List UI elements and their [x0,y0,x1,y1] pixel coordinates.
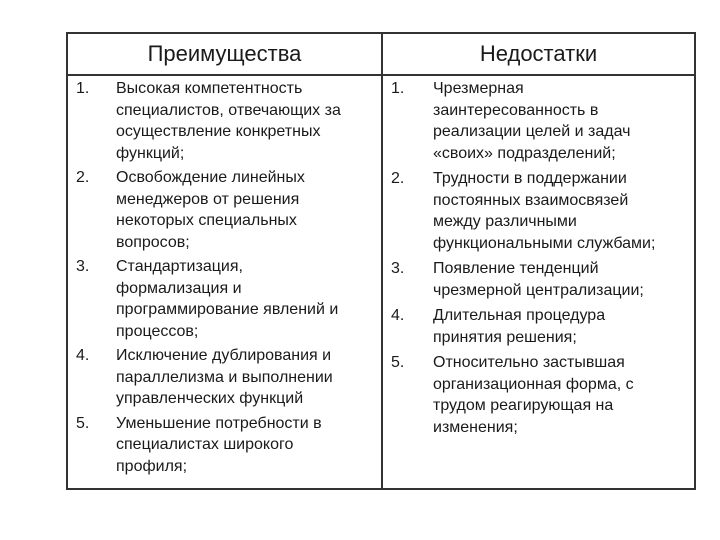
list-item-number: 4. [76,347,90,364]
text-line: вопросов; [116,233,190,251]
advantages-list [68,78,381,477]
disadvantages-list [383,78,694,438]
list-item-number: 3. [76,258,90,275]
text-line: Освобождение линейных [116,169,305,186]
list-item-text [433,352,695,438]
text-line: Длительная процедура [433,307,606,324]
list-item-number: 4. [391,307,405,324]
advantage-item-2 [68,167,381,253]
text-line: Трудности в поддержании [433,170,627,187]
text-line: параллелизма и выполнении [116,368,333,386]
text-line: между различными [433,213,577,230]
advantage-item-3 [68,256,381,342]
text-line: Появление тенденций [433,260,599,277]
text-line: постоянных взаимосвязей [433,191,629,209]
text-line: Чрезмерная [433,80,524,97]
text-line: управленческих функций [116,390,304,407]
header-disadvantages: Недостатки [479,41,598,66]
advantage-item-4 [68,345,381,410]
list-item-text [116,167,378,253]
text-line: «своих» подразделений; [433,144,616,162]
text-line: формализация и [116,279,242,297]
list-item-text [433,78,695,164]
text-line: профиля; [116,457,188,475]
text-line: организационная форма, с [433,375,634,393]
text-line: Исключение дублирования и [116,347,332,364]
list-item-number: 5. [76,414,90,432]
text-line: чрезмерной централизации; [433,281,644,299]
text-line: изменения; [433,418,518,436]
text-line: менеджеров от решения [116,190,300,208]
disadvantage-item-3 [383,258,694,301]
list-item-text [433,258,695,301]
disadvantage-item-4 [383,305,694,348]
list-item-text [116,413,378,478]
list-item-number: 3. [391,260,405,277]
text-line: программирование явлений и [116,301,339,318]
list-item-text [116,78,378,164]
list-item-number: 2. [76,169,90,186]
list-item-number: 5. [391,354,405,371]
list-item-text [433,305,695,348]
text-line: некоторых специальных [116,212,297,229]
text-line: процессов; [116,322,199,340]
text-line: функциональными службами; [433,234,656,252]
header-advantages: Преимущества [147,41,302,66]
advantage-item-1 [68,78,381,164]
text-line: реализации целей и задач [433,123,631,140]
text-line: Высокая компетентность [116,80,303,97]
text-line: принятия решения; [433,328,577,346]
text-line: функций; [116,144,185,162]
disadvantage-item-2 [383,168,694,254]
text-line: Относительно застывшая [433,354,625,371]
list-item-text [116,345,378,410]
text-line: осуществление конкретных [116,123,321,140]
list-item-number: 2. [391,170,405,187]
list-item-number: 1. [391,80,405,97]
advantage-item-5 [68,413,381,478]
text-line: трудом реагирующая на [433,397,614,414]
list-item-text [116,256,378,342]
text-line: Уменьшение потребности в [116,414,322,432]
list-item-text [433,168,695,254]
comparison-table [66,32,696,490]
text-line: специалистов, отвечающих за [116,101,341,119]
text-line: специалистах широкого [116,436,294,453]
disadvantage-item-1 [383,78,694,164]
disadvantage-item-5 [383,352,694,438]
text-line: заинтересованность в [433,101,599,119]
list-item-number: 1. [76,80,90,97]
text-line: Стандартизация, [116,258,243,275]
